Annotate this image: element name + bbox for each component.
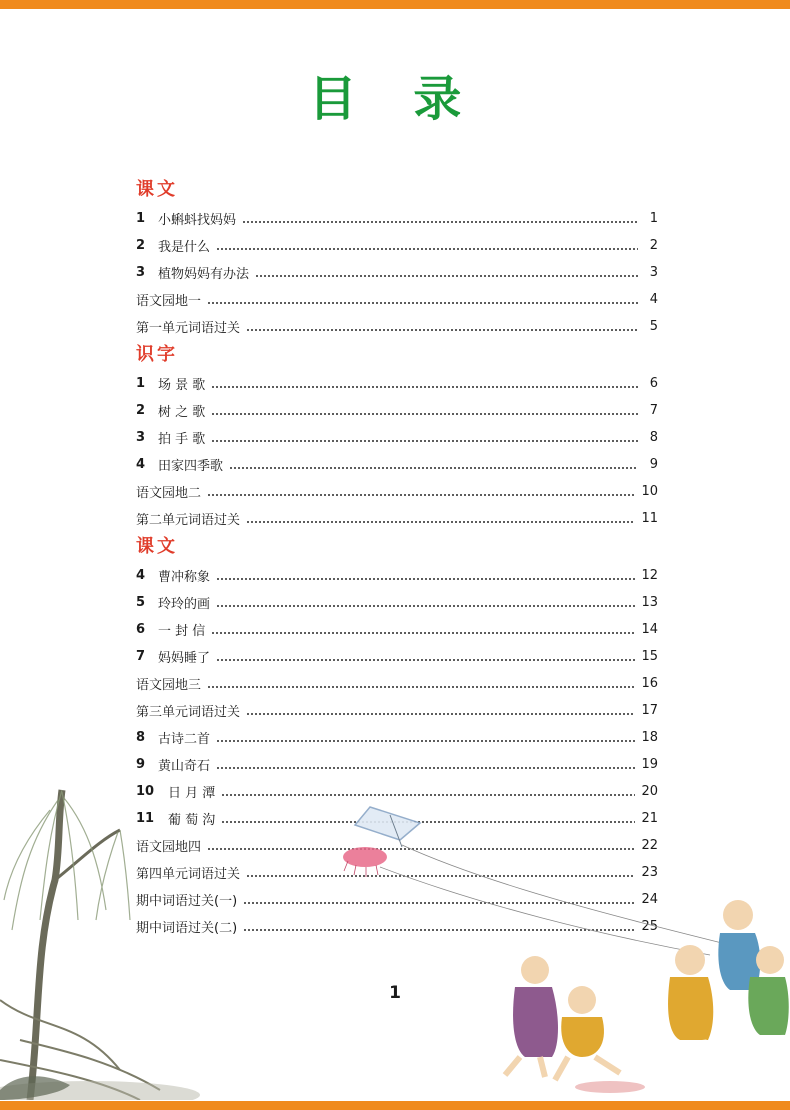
toc-entry[interactable] <box>136 370 658 397</box>
entry-page-number: 1 <box>649 211 658 226</box>
entry-number: 11 <box>136 811 155 826</box>
dot-leader <box>246 875 635 877</box>
dot-leader <box>211 440 638 442</box>
entry-number: 4 <box>136 568 146 583</box>
dot-leader <box>216 578 635 580</box>
section-heading: 识字 <box>136 344 178 365</box>
entry-page-number: 5 <box>649 319 658 334</box>
entry-title: 语文园地一 <box>136 294 202 309</box>
entry-page-number: 8 <box>649 430 658 445</box>
entry-title: 田家四季歌 <box>158 459 224 474</box>
entry-title: 小蝌蚪找妈妈 <box>158 213 237 228</box>
entry-number: 2 <box>136 238 146 253</box>
entry-page-number: 17 <box>641 703 658 718</box>
entry-page-number: 25 <box>641 919 658 934</box>
dot-leader <box>221 821 635 823</box>
entry-title: 我是什么 <box>158 240 211 255</box>
toc-entry[interactable] <box>136 697 658 724</box>
entry-title: 第二单元词语过关 <box>136 513 241 528</box>
entry-title: 玲玲的画 <box>158 597 211 612</box>
toc-entry[interactable] <box>136 616 658 643</box>
entry-title: 曹冲称象 <box>158 570 211 585</box>
entry-page-number: 13 <box>641 595 658 610</box>
entry-title: 第四单元词语过关 <box>136 867 241 882</box>
toc-entry[interactable] <box>136 832 658 859</box>
table-of-contents <box>136 175 658 940</box>
entry-number: 5 <box>136 595 146 610</box>
dot-leader <box>207 494 635 496</box>
dot-leader <box>216 767 635 769</box>
entry-title: 古诗二首 <box>158 732 211 747</box>
entry-page-number: 12 <box>641 568 658 583</box>
dot-leader <box>246 713 635 715</box>
entry-number: 2 <box>136 403 146 418</box>
entry-number: 3 <box>136 265 146 280</box>
toc-entry[interactable] <box>136 913 658 940</box>
entry-title: 植物妈妈有办法 <box>158 267 250 282</box>
entry-number: 1 <box>136 211 146 226</box>
toc-entry[interactable] <box>136 259 658 286</box>
toc-entry[interactable] <box>136 397 658 424</box>
entry-number: 7 <box>136 649 146 664</box>
toc-entry[interactable] <box>136 805 658 832</box>
entry-page-number: 22 <box>641 838 658 853</box>
page-number: 1 <box>389 983 401 1003</box>
dot-leader <box>207 848 635 850</box>
entry-page-number: 24 <box>641 892 658 907</box>
toc-entry[interactable] <box>136 232 658 259</box>
entry-title: 场 景 歌 <box>158 378 206 393</box>
entry-title: 黄山奇石 <box>158 759 211 774</box>
entry-title: 语文园地二 <box>136 486 202 501</box>
toc-entry[interactable] <box>136 724 658 751</box>
section-heading: 课文 <box>136 179 178 200</box>
entry-number: 10 <box>136 784 155 799</box>
toc-entry[interactable] <box>136 670 658 697</box>
entry-title: 第一单元词语过关 <box>136 321 241 336</box>
entry-title: 语文园地四 <box>136 840 202 855</box>
dot-leader <box>211 413 638 415</box>
entry-page-number: 10 <box>641 484 658 499</box>
entry-number: 3 <box>136 430 146 445</box>
entry-title: 拍 手 歌 <box>158 432 206 447</box>
toc-entry[interactable] <box>136 886 658 913</box>
toc-entry[interactable] <box>136 589 658 616</box>
toc-entry[interactable] <box>136 286 658 313</box>
dot-leader <box>246 329 638 331</box>
entry-page-number: 14 <box>641 622 658 637</box>
entry-number: 6 <box>136 622 146 637</box>
dot-leader <box>211 386 638 388</box>
entry-page-number: 9 <box>649 457 658 472</box>
dot-leader <box>216 659 635 661</box>
toc-entry[interactable] <box>136 778 658 805</box>
entry-number: 9 <box>136 757 146 772</box>
dot-leader <box>207 686 635 688</box>
dot-leader <box>255 275 638 277</box>
entry-title: 期中词语过关(一) <box>136 894 238 909</box>
dot-leader <box>246 521 635 523</box>
toc-entry[interactable] <box>136 205 658 232</box>
entry-page-number: 11 <box>641 511 658 526</box>
dot-leader <box>211 632 635 634</box>
dot-leader <box>242 221 638 223</box>
entry-title: 妈妈睡了 <box>158 651 211 666</box>
entry-title: 期中词语过关(二) <box>136 921 238 936</box>
entry-title: 一 封 信 <box>158 624 206 639</box>
toc-entry[interactable] <box>136 505 658 532</box>
entry-title: 语文园地三 <box>136 678 202 693</box>
entry-title: 日 月 潭 <box>168 786 216 801</box>
dot-leader <box>216 248 638 250</box>
entry-page-number: 6 <box>649 376 658 391</box>
toc-entry[interactable] <box>136 313 658 340</box>
dot-leader <box>243 929 635 931</box>
dot-leader <box>229 467 638 469</box>
entry-number: 1 <box>136 376 146 391</box>
entry-page-number: 19 <box>641 757 658 772</box>
entry-page-number: 20 <box>641 784 658 799</box>
entry-page-number: 7 <box>649 403 658 418</box>
entry-page-number: 3 <box>649 265 658 280</box>
entry-page-number: 2 <box>649 238 658 253</box>
entry-page-number: 15 <box>641 649 658 664</box>
entry-page-number: 21 <box>641 811 658 826</box>
toc-entry[interactable] <box>136 751 658 778</box>
top-accent-bar <box>0 0 790 9</box>
entry-title: 葡 萄 沟 <box>168 813 216 828</box>
entry-number: 4 <box>136 457 146 472</box>
bottom-accent-bar <box>0 1101 790 1110</box>
dot-leader <box>216 740 635 742</box>
entry-number: 8 <box>136 730 146 745</box>
toc-entry[interactable] <box>136 451 658 478</box>
toc-entry[interactable] <box>136 478 658 505</box>
entry-page-number: 4 <box>649 292 658 307</box>
toc-entry[interactable] <box>136 859 658 886</box>
page-title: 目 录 <box>308 71 482 127</box>
entry-page-number: 18 <box>641 730 658 745</box>
dot-leader <box>207 302 638 304</box>
toc-entry[interactable] <box>136 562 658 589</box>
toc-entry[interactable] <box>136 424 658 451</box>
dot-leader <box>221 794 635 796</box>
dot-leader <box>216 605 635 607</box>
section-heading: 课文 <box>136 536 178 557</box>
entry-title: 第三单元词语过关 <box>136 705 241 720</box>
toc-entry[interactable] <box>136 643 658 670</box>
dot-leader <box>243 902 635 904</box>
entry-title: 树 之 歌 <box>158 405 206 420</box>
entry-page-number: 16 <box>641 676 658 691</box>
entry-page-number: 23 <box>641 865 658 880</box>
